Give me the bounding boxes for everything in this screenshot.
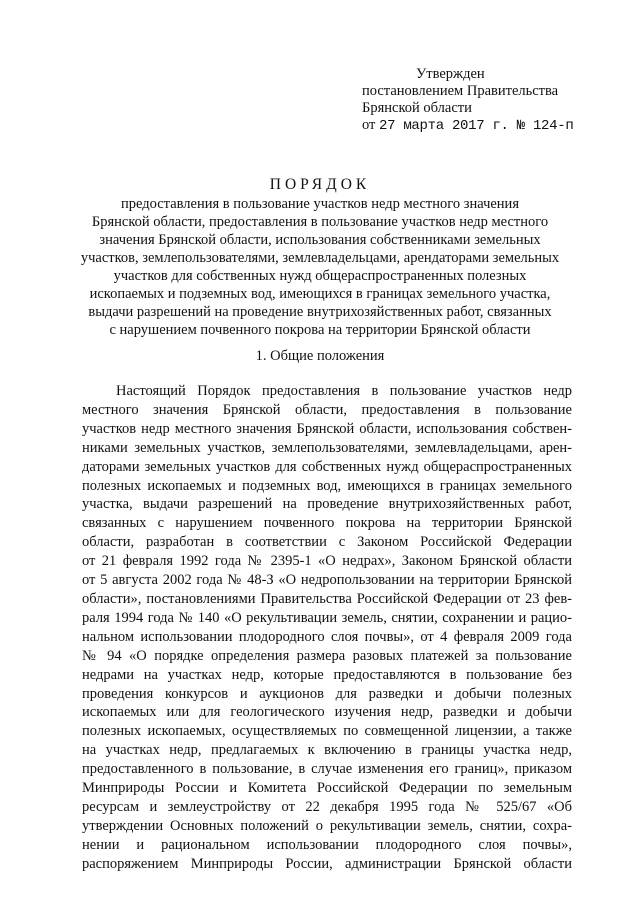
body-line: участка, выдачи разрешений на проведение внутрихозяйственных работ, xyxy=(82,496,572,513)
subtitle-line: Брянской области, предоставления в пользование участков недр местного xyxy=(91,214,549,230)
approval-number: № 124-п xyxy=(508,118,574,134)
approval-line-approved: Утвержден xyxy=(416,66,485,82)
body-line: Настоящий Порядок предоставления в пользование участков недр xyxy=(116,383,572,399)
body-line: ресурсам и землеустройству от 22 декабря 1995 года № 525/67 «Об xyxy=(82,798,572,815)
body-line: никами земельных участков, землепользователями, землевладельцами, арен- xyxy=(82,439,572,456)
body-line: нальном использовании плодородного слоя почвы», от 4 февраля 2009 года xyxy=(82,628,572,645)
body-line: № 94 «О порядке определения размера разовых платежей за пользование xyxy=(82,647,572,664)
body-line: от 21 февраля 1992 года № 2395-1 «О недрах», Законом Брянской области xyxy=(82,553,572,570)
approval-line-region: Брянской области xyxy=(362,100,472,116)
body-line: предоставленного в пользование, в случае изменения его границ», приказом xyxy=(82,761,572,778)
approval-date-prefix: от xyxy=(362,117,380,133)
body-line: даторами земельных участков для собственных нужд общераспространенных xyxy=(82,458,572,475)
body-line: от 5 августа 2002 года № 48-З «О недропользовании на территории Брянской xyxy=(82,572,572,589)
body-line: полезных ископаемых и подземных вод, имеющихся в границах земельного xyxy=(82,477,572,494)
subtitle-line: выдачи разрешений на проведение внутрихозяйственных работ, связанных xyxy=(88,304,552,320)
approval-stamp xyxy=(362,66,622,135)
subtitle-line: участков, землепользователями, землевладельцами, арендаторами земельных xyxy=(80,250,560,266)
subtitle-line: предоставления в пользование участков недр местного значения xyxy=(121,196,519,212)
approval-line-resolution: постановлением Правительства xyxy=(362,83,559,99)
body-line: полезных ископаемых, осуществляемых по совмещенной лицензии, а также xyxy=(82,723,572,740)
body-line: нении и рациональном использовании плодородного слоя почвы», xyxy=(82,836,572,853)
body-line: недрами на участках недр, которые предоставляются в пользование без xyxy=(82,666,572,683)
subtitle-line: ископаемых и подземных вод, имеющихся в границах земельного участка, xyxy=(89,286,551,302)
body-line: проведения конкурсов и аукционов для разведки и добычи полезных xyxy=(82,685,572,702)
approval-date: 27 марта 2017 г. xyxy=(379,118,509,134)
body-line: ископаемых или для геологического изучения недр, разведки и добычи xyxy=(82,704,572,721)
subtitle-line: значения Брянской области, использования собственниками земельных xyxy=(99,232,541,248)
body-line: на участках недр, предлагаемых к включению в границы участка недр, xyxy=(82,742,572,759)
document-subtitle xyxy=(80,195,560,339)
body-line: связанных с нарушением почвенного покрова на территории Брянской xyxy=(82,515,572,532)
body-line: области», постановлениями Правительства Российской Федерации от 23 фев- xyxy=(82,590,572,607)
subtitle-line: участков для собственных нужд общераспространенных полезных xyxy=(113,268,527,284)
body-line: распоряжением Минприроды России, администрации Брянской области xyxy=(82,855,572,872)
approval-line-date xyxy=(362,117,622,135)
body-line: утверждении Основных положений о рекультивации земель, снятии, сохра- xyxy=(82,817,572,834)
body-paragraph xyxy=(82,382,572,874)
subtitle-line: с нарушением почвенного покрова на территории Брянской области xyxy=(109,322,531,338)
body-line: участков недр местного значения Брянской области, использования собствен- xyxy=(82,420,572,437)
body-line: местного значения Брянской области, предоставления в пользование xyxy=(82,401,572,418)
section-heading: 1. Общие положения xyxy=(255,348,385,364)
body-line: области, разработан в соответствии с Законом Российской Федерации xyxy=(82,534,572,551)
document-title: ПОРЯДОК xyxy=(269,176,371,193)
body-line: раля 1994 года № 140 «О рекультивации земель, снятии, сохранении и рацио- xyxy=(82,609,572,626)
body-line: Минприроды России и Комитета Российской Федерации по земельным xyxy=(82,780,572,797)
